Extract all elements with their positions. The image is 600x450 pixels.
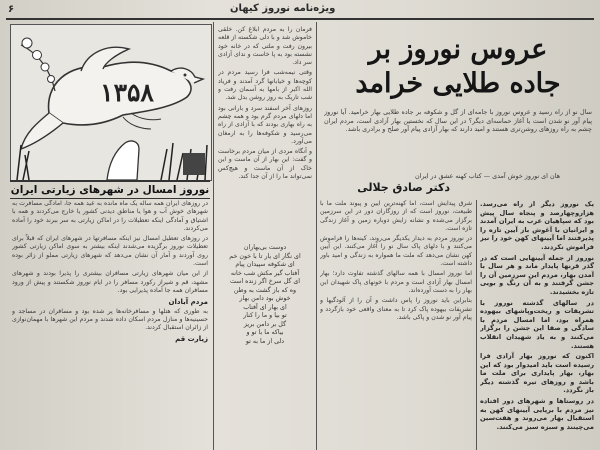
far-right-column <box>480 200 594 450</box>
verse: ای بهار ای آفتاب <box>243 303 287 311</box>
verse: دوست بی‌بهاران <box>243 244 287 251</box>
verse: بیاکه ما با تو و <box>246 329 284 336</box>
verse: وه که باز گشت به وطن <box>233 286 297 294</box>
middle-column-poem <box>218 244 312 450</box>
right-article-title-line-2: جاده طلایی خرامد <box>355 68 561 99</box>
left-article-body <box>12 200 208 450</box>
page-header <box>0 0 600 22</box>
nowruz-illustration <box>10 24 212 181</box>
hand-icon <box>107 141 139 180</box>
flower-branch-icon <box>21 38 55 91</box>
dove-icon <box>11 25 211 180</box>
column-divider <box>316 22 317 450</box>
right-article-body <box>320 200 472 450</box>
subheading: زیارت قم <box>175 335 208 344</box>
paragraph: شرق پیدایش است، اما کهنه‌ترین آیین و پیوند ملت ما با طبیعت، نوروز است که از روزگاران دور در این سرزمین برگزار می‌شده و نشانه زایش دوباره زمین و آغاز زندگی تازه است. <box>320 200 472 232</box>
masthead: ویژه‌نامه نوروز کیهان <box>230 3 336 14</box>
right-article-quote: هان ای نوروز خوش آمدی — کتاب کهنه عشق در ایران <box>414 172 560 180</box>
right-article-author: دکتر صادق جلالی <box>357 181 450 194</box>
verse: دلی از ما به تو <box>245 337 285 345</box>
paragraph: فرمان را به مردم ابلاغ کن. خلقی خاموش شد و با دلی شکسته از قلعه بیرون رفت و ملتی که در خانه خود نشسته بود به پا خاست و ندای آزادی سر داد. <box>218 26 312 67</box>
column-divider <box>476 200 477 450</box>
paragraph: به طوری که هتلها و مسافرخانه‌ها پر شده بود و مسافران در مساجد و حسینیه‌ها و منازل مردم اسکان داده شدند و مردم این شهرها با مهمان‌نوازی از زائران استقبال کردند. <box>12 307 208 332</box>
paragraph: بنابراین باید نوروز را پاس داشت و آن را از آلودگیها و تشریفات بیهوده پاک کرد تا به معنای واقعی خود بازگردد و پیام آور نو شدن و پاکی باشد. <box>320 297 472 321</box>
right-article-title-line-1: عروس نوروز بر <box>368 34 548 65</box>
middle-column-prose <box>218 26 312 241</box>
verse: ای شکوفه سپیدان پیام <box>235 261 295 268</box>
page-number: ۶ <box>8 4 15 15</box>
paragraph: وقتی نیمه‌شب فرا رسید مردم در کوچه‌ها و خیابانها گرد آمدند و فریاد الله اکبر از بامها به آسمان رفت و شب تاریک به روز روشن بدل شد. <box>218 69 312 102</box>
paragraph: در نوروز مردم به دیدار یکدیگر می‌روند، کینه‌ها را فراموش می‌کنند و با دلهای پاک سال نو را آغاز می‌کنند. این آیین کهن نشان می‌دهد که ملت ما همواره به زندگی و امید باور داشته است. <box>320 235 472 268</box>
subheading: مردم آبادان <box>168 298 208 307</box>
paragraph: از این میان شهرهای زیارتی مسافران بیشتری را پذیرا بودند و شهرهای مشهد، قم و شیراز رکورد مسافر را در ایام نوروز شکستند و پیش از ورود مسافران همه جا آماده پذیرایی بود. <box>12 270 208 294</box>
paragraph: در روستاها و شهرهای دور افتاده نیز مردم با برپایی آیینهای کهن به استقبال بهار می‌روند و هفت‌سین می‌چینند و سبزه سبز می‌کنند. <box>480 397 594 431</box>
verse: خوش بود دامن بهار <box>239 295 291 302</box>
verse: تو بیا و ما را کنار <box>243 312 287 319</box>
right-article-intro: سال نو از راه رسید و عروس نوروز با جامه‌ای از گل و شکوفه بر جاده طلایی بهار خرامید. آیا نوروز پیام آور نو شدن است یا آغاز حماسه‌ای دیگر؟ در این سال که نخستین بهار آزادی است، مردم ایران چشم به راه روزهای روشن‌تری هستند و امید دارند که بهار آزادی پیام آور صلح و برادری باشد. <box>324 108 592 134</box>
paragraph: و آنگاه مردی از میان مردم برخاست و گفت: این بهار از آن ماست و این خاک از آن ماست و هیچ‌کس نمی‌تواند ما را از آن جدا کند. <box>218 148 312 181</box>
paragraph: در روزهای ایران همه ساله یک ماه مانده به عید همه جا، آمادگی مسافرت به شهرهای خوش آب و هوا یا مناطق دیدنی کشور یا خارج می‌کردند و همه با اشتیاق و آمادگی اینکه تعطیلات را در اماکن زیارتی به سر ببرند خود را آماده می‌کردند. <box>12 200 208 232</box>
verse: ای گل سرخ اگر زنده است <box>229 278 301 285</box>
paragraph: در روزهای تعطیل امسال نیز اینکه مسافرتها در شهرهای ایران که قبلاً برای تعطیلات نوروز برگزیده می‌شدند اینکه بیشتر به سوی اماکن زیارتی کشور روی آوردند و آمار آن نشان می‌دهد که شهرهای زیارتی مملو از زائر بوده است. <box>12 235 208 268</box>
paragraph: یک نوروز دیگر از راه می‌رسد. هزاروچهارصد و پنجاه سال پیش بود که سپاهیان عرب به ایران آمدند و ایرانیان با آغوش باز آیین تازه را پذیرفتند اما آیینهای کهن خود را نیز فراموش نکردند. <box>480 200 594 251</box>
paragraph: نوروز از جمله آیینهایی است که در گذر قرنها پایدار ماند و هر سال با آمدن بهار، مردم این سرزمین آن را جشن گرفتند و به آن رنگ و بویی تازه بخشیدند. <box>480 253 594 296</box>
paragraph: در سالهای گذشته نوروز با تشریفات و ریخت‌وپاشهای بیهوده همراه بود، اما امسال مردم با سادگی و صفا این جشن را برگزار می‌کنند و به یاد شهیدان انقلاب هستند. <box>480 298 594 350</box>
column-divider <box>213 22 214 450</box>
left-article-title: نوروز امسال در شهرهای زیارتی ایران <box>10 180 210 199</box>
verse: گل بر دامن بریز <box>243 320 287 328</box>
verse: آفتاب گیر مکش شب خانه <box>230 269 300 277</box>
paragraph: اکنون که نوروز بهار آزادی فرا رسیده است باید امیدوار بود که این بهار، بهار پایداری برای ملت ما باشد و روزهای تیره گذشته دیگر باز نگردد. <box>480 352 594 395</box>
header-rule <box>6 18 594 20</box>
illustration-year: ۱۳۵۸ <box>100 78 154 107</box>
verse: ای نگار ای یار تا با خون خم <box>229 252 301 260</box>
paragraph: اما نوروز امسال با همه سالهای گذشته تفاوت دارد؛ بهار امسال بهار آزادی است و مردم با خونهای پاک شهیدان این بهار را به دست آورده‌اند. <box>320 270 472 294</box>
paragraph: روزهای آخر اسفند سرد و بارانی بود اما دلهای مردم گرم بود و همه چشم به راه بهاری بودند که با آزادی از راه می‌رسید و شکوفه‌ها را به ارمغان می‌آورد. <box>218 104 312 145</box>
